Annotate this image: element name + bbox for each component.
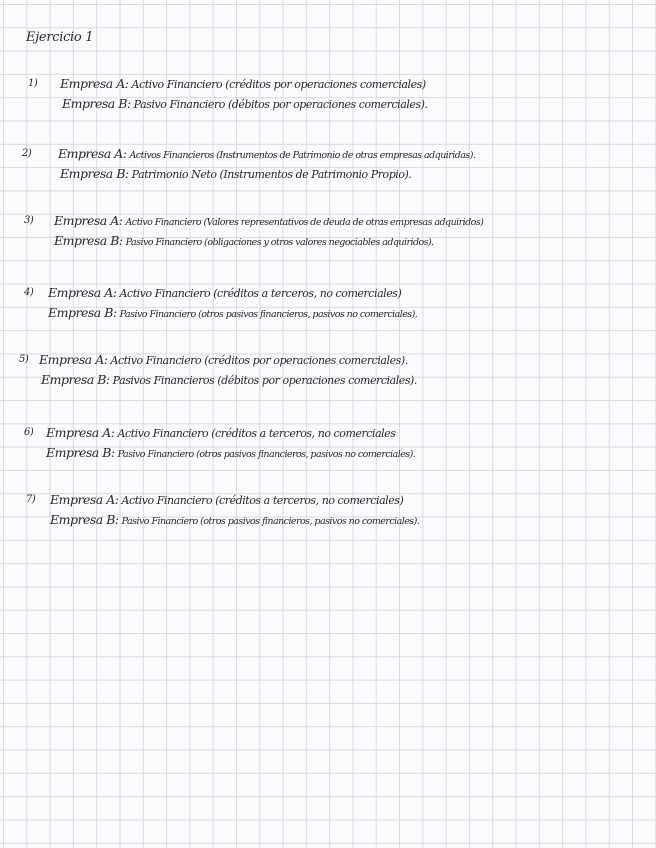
empresa-a-line xyxy=(24,283,644,303)
empresa-a-text: Activo Financiero (créditos a terceros, no comerciales xyxy=(117,427,396,440)
exercise-item xyxy=(19,350,639,390)
empresa-b-text: Pasivo Financiero (obligaciones y otros valores negociables adquiridos). xyxy=(125,237,434,248)
exercise-item xyxy=(28,74,648,114)
empresa-b-text: Pasivo Financiero (otros pasivos financieros, pasivos no comerciales). xyxy=(121,516,420,527)
empresa-b-text: Pasivos Financieros (débitos por operaciones comerciales). xyxy=(112,374,417,387)
item-number: 5) xyxy=(19,354,29,365)
empresa-a-text: Activo Financiero (créditos por operaciones comerciales). xyxy=(110,354,408,367)
empresa-a-label: Empresa A: xyxy=(39,352,108,367)
empresa-a-line xyxy=(24,211,644,231)
empresa-b-text: Patrimonio Neto (Instrumentos de Patrimonio Propio). xyxy=(131,168,412,181)
empresa-a-label: Empresa A: xyxy=(60,76,129,91)
item-number: 3) xyxy=(24,215,34,226)
empresa-b-label: Empresa B: xyxy=(62,96,131,111)
empresa-a-label: Empresa A: xyxy=(48,285,117,300)
empresa-b-text: Pasivo Financiero (otros pasivos financieros, pasivos no comerciales). xyxy=(117,449,416,460)
item-number: 2) xyxy=(22,148,32,159)
empresa-b-label: Empresa B: xyxy=(48,305,117,320)
empresa-a-label: Empresa A: xyxy=(58,146,127,161)
empresa-a-line xyxy=(22,144,642,164)
empresa-b-text: Pasivo Financiero (débitos por operaciones comerciales). xyxy=(133,98,428,111)
empresa-a-label: Empresa A: xyxy=(46,425,115,440)
item-number: 4) xyxy=(24,287,34,298)
empresa-b-text: Pasivo Financiero (otros pasivos financieros, pasivos no comerciales). xyxy=(119,309,418,320)
empresa-b-line xyxy=(19,370,639,390)
empresa-b-label: Empresa B: xyxy=(60,166,129,181)
empresa-a-text: Activo Financiero (créditos por operaciones comerciales) xyxy=(131,78,426,91)
exercise-item xyxy=(24,211,644,251)
empresa-a-line xyxy=(28,74,648,94)
item-number: 1) xyxy=(28,78,38,89)
empresa-a-text: Activo Financiero (créditos a terceros, no comerciales) xyxy=(119,287,402,300)
empresa-b-line xyxy=(24,303,644,323)
page-title: Ejercicio 1 xyxy=(26,30,94,45)
empresa-a-line xyxy=(24,423,644,443)
empresa-b-label: Empresa B: xyxy=(41,372,110,387)
empresa-a-line xyxy=(26,490,646,510)
exercise-item xyxy=(26,490,646,530)
item-number: 7) xyxy=(26,494,36,505)
item-number: 6) xyxy=(24,427,34,438)
empresa-b-label: Empresa B: xyxy=(54,233,123,248)
exercise-item xyxy=(24,283,644,323)
empresa-b-line xyxy=(22,164,642,184)
exercise-item xyxy=(22,144,642,184)
empresa-b-line xyxy=(24,443,644,463)
empresa-a-text: Activo Financiero (Valores representativos de deuda de otras empresas adquiridos) xyxy=(125,217,484,228)
empresa-b-line xyxy=(28,94,648,114)
empresa-a-label: Empresa A: xyxy=(54,213,123,228)
exercise-item xyxy=(24,423,644,463)
empresa-b-label: Empresa B: xyxy=(50,512,119,527)
empresa-a-line xyxy=(19,350,639,370)
empresa-a-text: Activo Financiero (créditos a terceros, no comerciales) xyxy=(121,494,404,507)
empresa-b-line xyxy=(24,231,644,251)
empresa-a-text: Activos Financieros (Instrumentos de Patrimonio de otras empresas adquiridas). xyxy=(129,150,476,161)
empresa-b-label: Empresa B: xyxy=(46,445,115,460)
empresa-b-line xyxy=(26,510,646,530)
empresa-a-label: Empresa A: xyxy=(50,492,119,507)
